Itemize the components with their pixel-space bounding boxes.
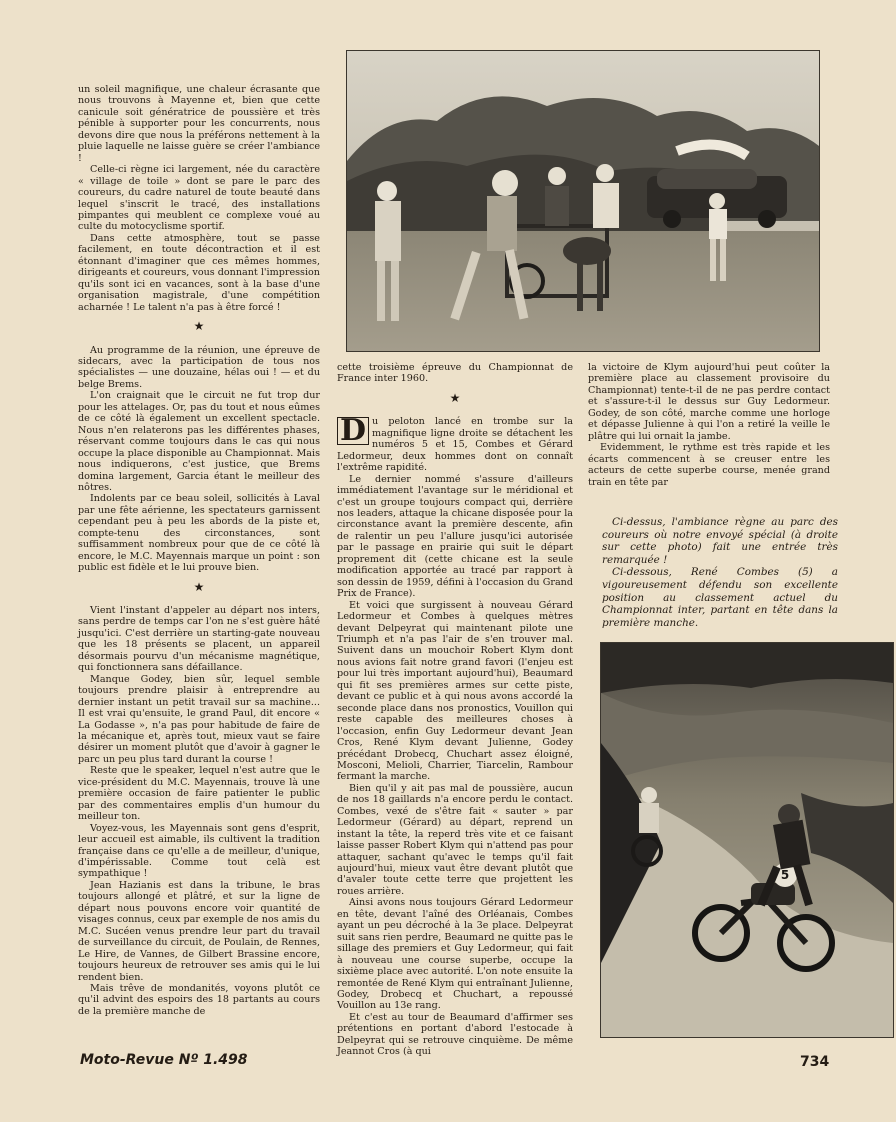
magazine-issue: Moto-Revue Nº 1.498 <box>80 1052 248 1068</box>
paragraph: L'on craignait que le circuit ne fut trop dur pour les attelages. Or, pas du tout et nous eûmes de ce côté là également un excellent spectacle. Nous n'en relaterons pas les différentes phases, réservant comme toujours dans le cas qui nous occupe la place disponible au Championnat. Mais nous indiquerons, c'est justice, que Brems domina largement, Garcia étant le meilleur des nôtres. <box>78 390 320 493</box>
paragraph: Mais trêve de mondanités, voyons plutôt ce qu'il advint des espoirs des 18 partants au cours de la première manche de <box>78 982 320 1017</box>
paragraph: Vient l'instant d'appeler au départ nos inters, sans perdre de temps car l'on ne s'est guère hâté jusqu'ici. C'est derrière un starting-gate nouveau que les 18 présents se placent, un appareil désormais pourvu d'un mécanisme magnétique, qui fonctionnera sans défaillance. <box>78 605 320 674</box>
paragraph: Celle-ci règne ici largement, née du caractère « village de toile » dont se pare le parc des coureurs, du cadre naturel de toute beauté dans lequel s'inscrit le tracé, des installations pimpantes qui meublent ce complexe voué au culte du motocyclisme sportif. <box>78 164 320 233</box>
paragraph: Evidemment, le rythme est très rapide et les écarts commencent à se creuser entre les acteurs de cette superbe course, menée grand train en tête par <box>588 442 830 488</box>
paragraph: cette troisième épreuve du Championnat de France inter 1960. <box>337 362 573 385</box>
photo-race <box>600 642 894 1038</box>
text-column-right <box>588 362 830 488</box>
paragraph: Indolents par ce beau soleil, sollicités à Laval par une fête aérienne, les spectateurs garnissent cependant peu à peu les abords de la piste et, compte-tenu des circonstances, sont suffisamment nombreux pour que de ce côté là encore, le M.C. Mayennais marque un point : son public est fidèle et le lui prouve bien. <box>78 493 320 574</box>
section-separator-star: ★ <box>193 319 205 334</box>
paragraph: la victoire de Klym aujourd'hui peut coûter la première place au classement provisoire du Championnat) tente-t-il de ne pas perdre contact et s'assure-t-il le dessus sur Guy Ledormeur. Godey, de son côté, marche comme une horloge et dépasse Julienne à qui l'on a retiré la veille le plâtre qui lui ornait la jambe. <box>588 362 830 442</box>
paragraph: Et voici que surgissent à nouveau Gérard Ledormeur et Combes à quelques mètres devant Delpeyrat qui maintenant pilote une Triumph et n'a pas l'air de s'en trouver mal. Suivent dans un mouchoir Robert Klym dont nous avions fait notre grand favori (l'enjeu est pour lui très important aujourd'hui), Beaumard qui fit ses premières armes sur cette piste, devant ce public et à qui nous avons accordé la seconde place dans nos pronostics, Vouillon qui reste capable des meilleures choses à l'occasion, enfin Guy Ledormeur devant Jean Cros, René Klym devant Julienne, Godey précédant Drobecq, Chuchart assez éloigné, Mosconi, Melioli, Charrier, Tiarcelin, Rambour fermant la marche. <box>337 599 573 783</box>
paragraph: Et c'est au tour de Beaumard d'affirmer ses prétentions en portant d'abord l'estocade à Delpeyrat qui se retrouve cinquième. De même Jeannot Cros (à qui <box>337 1011 573 1058</box>
paragraph: Reste que le speaker, lequel n'est autre que le vice-président du M.C. Mayennais, trouve là une première occasion de faire patienter le public par des commentaires emplis d'un humour du meilleur ton. <box>78 765 320 823</box>
drop-cap: D <box>337 417 369 445</box>
paragraph: Au programme de la réunion, une épreuve de sidecars, avec la participation de tous nos spécialistes — une douzaine, hélas oui ! — et du belge Brems. <box>78 344 320 390</box>
photo-race-image <box>601 643 893 1037</box>
paragraph: Manque Godey, bien sûr, lequel semble toujours prendre plaisir à entreprendre au dernier instant un petit travail sur sa machine... Il est vrai qu'ensuite, le grand Paul, dit encore « La Godasse », n'a pas pour habitude de faire de la mécanique et, après tout, mieux vaut se faire désirer un moment plutôt que d'avoir à gagner le parc un peu plus tard durant la course ! <box>78 673 320 765</box>
photo-paddock <box>346 50 820 352</box>
text-column-left <box>78 84 320 1017</box>
paragraph: u peloton lancé en trombe sur la magnifique ligne droite se détachent les numéros 5 et 15, Combes et Gérard Ledormeur, deux hommes dont on connaît l'extrême rapidité. <box>337 416 573 474</box>
caption-paragraph: Ci-dessus, l'ambiance règne au parc des coureurs où notre envoyé spécial (à droite sur cette photo) fait une entrée très remarquée ! <box>602 516 838 566</box>
caption-paragraph: Ci-dessous, René Combes (5) a vigoureusement défendu son excellente position au classement actuel du Championnat inter, partant en tête dans la première manche. <box>602 566 838 629</box>
paragraph: Bien qu'il y ait pas mal de poussière, aucun de nos 18 gaillards n'a encore perdu le contact. Combes, vexé de s'être fait « sauter » par Ledormeur (Gérard) au départ, reprend un instant la tête, la reperd très vite et ce faisant laisse passer Robert Klym qui n'attend pas pour attaquer, sachant qu'avec le temps qu'il fait aujourd'hui, mieux vaut être devant plutôt que d'avaler toute cette terre que projettent les roues arrière. <box>337 782 573 897</box>
paragraph: Le dernier nommé s'assure d'ailleurs immédiatement l'avantage sur le méridional et c'est un groupe toujours compact qui, derrière nos leaders, attaque la chicane disposée pour la circonstance avant la première descente, afin de ralentir un peu l'allure jusqu'ici autorisée par le passage en prairie qui suit le départ proprement dit (cette chicane est la seule modification apportée au tracé par rapport à son dessin de 1959, défini à l'occasion du Grand Prix de France). <box>337 473 573 600</box>
section-separator-star: ★ <box>193 579 205 594</box>
section-separator-star: ★ <box>449 390 461 405</box>
paragraph: Jean Hazianis est dans la tribune, le bras toujours allongé et plâtré, et sur la ligne de départ nous pouvons encore voir quantité de visages connus, ceux par exemple de nos amis du M.C. Sucéen venus prendre leur part du travail de surveillance du circuit, de Poulain, de Rennes, Le Hire, de Vannes, de Gilbert Brassine encore, toujours heureux de retrouver ses amis qui le lui rendent bien. <box>78 879 320 983</box>
paragraph: Ainsi avons nous toujours Gérard Ledormeur en tête, devant l'aîné des Orléanais, Combes ayant un peu décroché à la 3e place. Delpeyrat suit sans rien perdre, Beaumard ne quitte pas le sillage des premiers et Guy Ledormeur, qui fait à nouveau une course superbe, occupe la sixième place avec autorité. L'on note ensuite la remontée de René Klym qui entraînant Julienne, Godey, Drobecq et Chuchart, a repoussé Vouillon au 13e rang. <box>337 897 573 1012</box>
photo-paddock-image <box>347 51 819 351</box>
text-column-middle <box>337 362 573 1058</box>
paragraph: Dans cette atmosphère, tout se passe facilement, en toute décontraction et il est étonnant d'imaginer que ces mêmes hommes, dirigeants et coureurs, vous donnant l'impression qu'ils sont ici en vacances, sont à la base d'une organisation magistrale, d'une compétition acharnée ! Le talent n'a pas à être forcé ! <box>78 232 320 313</box>
paragraph: Voyez-vous, les Mayennais sont gens d'esprit, leur accueil est aimable, ils cultivent la tradition française dans ce qu'elle a de meilleur, d'unique, d'impérissable. Comme tout celà est sympathique ! <box>78 822 320 880</box>
page-number: 734 <box>800 1054 830 1070</box>
photo-caption <box>602 516 838 629</box>
paragraph: un soleil magnifique, une chaleur écrasante que nous trouvons à Mayenne et, bien que cette canicule soit génératrice de poussière et très pénible à supporter pour les concurrents, nous devons dire que nous la préférons nettement à la pluie laquelle ne laisse guère se créer l'ambiance ! <box>78 84 320 164</box>
race-number-plate: 5 <box>780 868 790 882</box>
